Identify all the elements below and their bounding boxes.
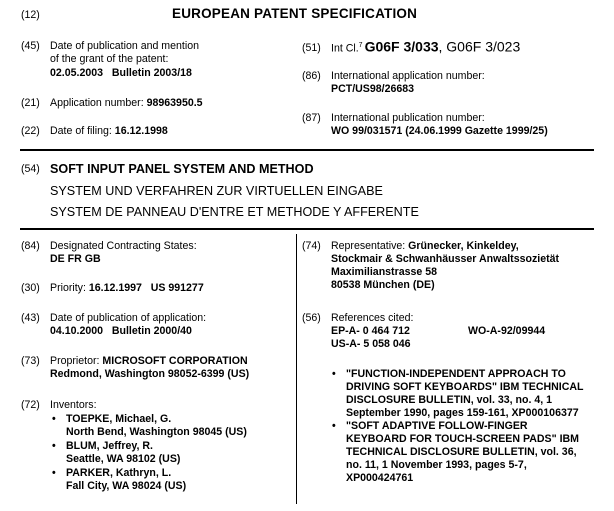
representative-line4: 80538 München (DE) <box>331 279 435 291</box>
ipc-code: (51) <box>302 42 321 54</box>
inventor-address: Seattle, WA 98102 (US) <box>66 453 181 465</box>
patent-ref: US-A- 5 058 046 <box>331 338 411 350</box>
ipc-sup: 7 <box>358 42 363 49</box>
literature-ref-line: DRIVING SOFT KEYBOARDS" IBM TECHNICAL <box>346 381 584 393</box>
literature-ref-line: • "FUNCTION-INDEPENDENT APPROACH TO <box>346 368 566 381</box>
states-label: Designated Contracting States: <box>50 240 197 252</box>
states-value: DE FR GB <box>50 253 101 265</box>
filing-field <box>50 125 168 138</box>
ipc-secondary: , G06F 3/023 <box>438 38 521 55</box>
filing-date: 16.12.1998 <box>114 125 168 137</box>
references-label: References cited: <box>331 312 414 324</box>
grant-value: 02.05.2003 Bulletin 2003/18 <box>50 67 192 79</box>
priority-label: Priority: <box>50 282 86 294</box>
literature-ref-line: KEYBOARD FOR TOUCH-SCREEN PADS" IBM <box>346 433 579 445</box>
inventor-name: • PARKER, Kathryn, L. <box>66 467 171 480</box>
filing-label: Date of filing: <box>50 125 112 137</box>
literature-ref-line: TECHNICAL DISCLOSURE BULLETIN, vol. 36, <box>346 446 577 458</box>
literature-ref-line: • "SOFT ADAPTIVE FOLLOW-FINGER <box>346 420 528 433</box>
grant-code: (45) <box>21 40 40 52</box>
literature-ref-line: DISCLOSURE BULLETIN, vol. 33, no. 4, 1 <box>346 394 553 406</box>
inventors-label: Inventors: <box>50 399 97 411</box>
proprietor-name: MICROSOFT CORPORATION <box>102 355 248 367</box>
intl-app-label: International application number: <box>331 70 485 82</box>
inventor-name: • BLUM, Jeffrey, R. <box>66 440 153 453</box>
ipc-main: G06F 3/033 <box>364 38 439 55</box>
app-pub-code: (43) <box>21 312 40 324</box>
priority-field <box>50 282 204 295</box>
grant-label-1: Date of publication and mention <box>50 40 200 52</box>
title-fr: SYSTEM DE PANNEAU D'ENTRE ET METHODE Y AFFERENTE <box>50 205 419 219</box>
doc-kind-title: EUROPEAN PATENT SPECIFICATION <box>172 6 418 21</box>
representative-field <box>331 240 519 253</box>
representative-code: (74) <box>302 240 321 252</box>
intl-app-value: PCT/US98/26683 <box>331 83 415 95</box>
title-code: (54) <box>21 163 40 175</box>
literature-ref-line: XP000424761 <box>346 472 414 484</box>
title-en: SOFT INPUT PANEL SYSTEM AND METHOD <box>50 162 314 176</box>
representative-line2: Stockmair & Schwanhäusser Anwaltssozietät <box>331 253 560 265</box>
patent-ref: EP-A- 0 464 712 <box>331 325 410 337</box>
inventor-name: • TOEPKE, Michael, G. <box>66 413 171 426</box>
title-de: SYSTEM UND VERFAHREN ZUR VIRTUELLEN EINGABE <box>50 184 383 198</box>
proprietor-field <box>50 355 248 368</box>
intl-pub-code: (87) <box>302 112 321 124</box>
states-code: (84) <box>21 240 40 252</box>
filing-code: (22) <box>21 125 40 137</box>
doc-kind-code: (12) <box>21 9 40 21</box>
representative-line1: Grünecker, Kinkeldey, <box>408 240 519 252</box>
application-code: (21) <box>21 97 40 109</box>
representative-label: Representative: <box>331 240 406 252</box>
inventor-address: North Bend, Washington 98045 (US) <box>66 426 247 438</box>
ipc-label: Int Cl. <box>331 42 359 55</box>
application-label: Application number: <box>50 97 144 109</box>
app-pub-label: Date of publication of application: <box>50 312 207 324</box>
rule-top <box>20 149 594 151</box>
literature-ref-line: no. 11, 1 November 1993, pages 5-7, <box>346 459 527 471</box>
grant-label-2: of the grant of the patent: <box>50 53 169 65</box>
representative-line3: Maximilianstrasse 58 <box>331 266 437 278</box>
inventors-code: (72) <box>21 399 40 411</box>
inventor-address: Fall City, WA 98024 (US) <box>66 480 187 492</box>
ipc-field <box>331 39 520 56</box>
rule-middle <box>20 228 594 230</box>
app-pub-value: 04.10.2000 Bulletin 2000/40 <box>50 325 192 337</box>
priority-code: (30) <box>21 282 40 294</box>
proprietor-label: Proprietor: <box>50 355 100 367</box>
intl-pub-label: International publication number: <box>331 112 485 124</box>
application-number: 98963950.5 <box>146 97 203 109</box>
patent-ref: WO-A-92/09944 <box>468 325 546 337</box>
priority-value: 16.12.1997 US 991277 <box>88 282 204 294</box>
application-field <box>50 97 203 110</box>
proprietor-address: Redmond, Washington 98052-6399 (US) <box>50 368 250 380</box>
intl-app-code: (86) <box>302 70 321 82</box>
column-divider <box>296 234 297 504</box>
references-code: (56) <box>302 312 321 324</box>
proprietor-code: (73) <box>21 355 40 367</box>
literature-ref-line: September 1990, pages 159-161, XP000106377 <box>346 407 579 419</box>
intl-pub-value: WO 99/031571 (24.06.1999 Gazette 1999/25) <box>331 125 548 137</box>
